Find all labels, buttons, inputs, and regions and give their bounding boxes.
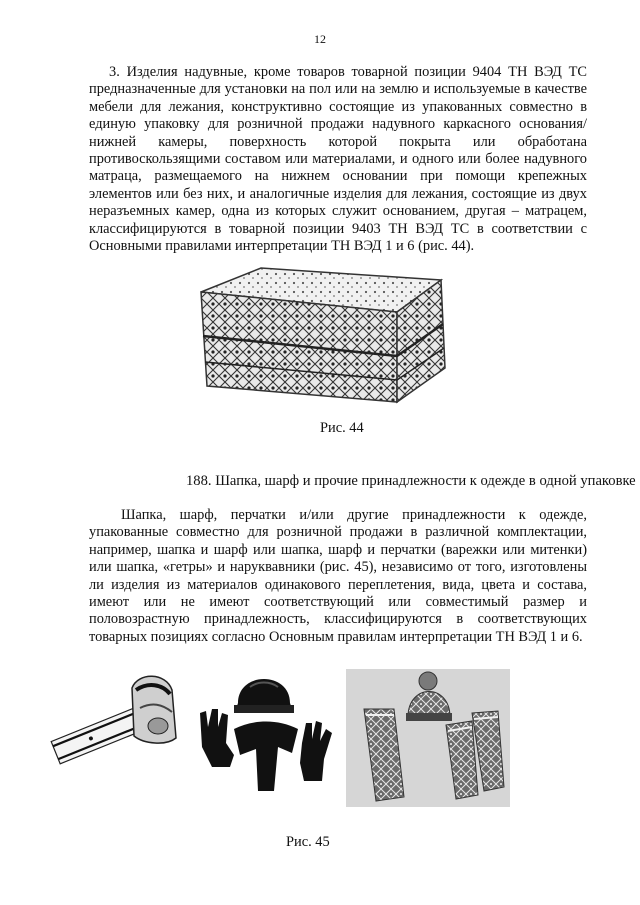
figure-45-caption: Рис. 45: [286, 834, 330, 850]
section-188-heading: 188. Шапка, шарф и прочие принадлежности к одежде в одной упаковке: [186, 473, 636, 489]
page-number: 12: [314, 32, 326, 46]
figure-44-caption: Рис. 44: [320, 420, 364, 436]
hat-scarf-gloves-image: [194, 663, 336, 791]
knitted-set-image: [346, 669, 510, 807]
section-3-paragraph: 3. Изделия надувные, кроме товаров товарной позиции 9404 ТН ВЭД ТС предназначенные для установки на пол или на землю и используемые в качестве мебели для лежания, конструктивно состоящие из упакованных совместно в единую упаковку для розничной продажи надувного каркасного основания/нижней камеры, поверхность которой покрыта или обработана противоскользящими составом или материалами, и одного или более надувного матраца, размещаемого на нижнем основании при помощи крепежных элементов или без них, и аналогичные изделия для лежания, состоящие из двух неразъемных камер, одна из которых служит основанием, другая – матрацем, классифицируются в товарной позиции 9403 ТН ВЭД ТС в соответствии с Основными правилами интерпретации ТН ВЭД 1 и 6 (рис. 44).: [89, 64, 587, 255]
scarf-and-hat-image: [48, 668, 180, 778]
section-188-paragraph: Шапка, шарф, перчатки и/или другие принадлежности к одежде, упакованные совместно для розничной продажи в различной комплектации, например, шапка и шарф или шапка, шарф и перчатки (варежки или митенки) или шапка, «гетры» и наруквавники (рис. 45), независимо от того, изготовлены ли изделия из материалов одинакового переплетения, вида, цвета и состава, имеют или не имеют соответствующий или совместимый размер и половозрастную принадлежность, классифицируются в соответствующих товарных позициях согласно Основным правилам интерпретации ТН ВЭД 1 и 6.: [89, 507, 587, 645]
inflatable-mattress-image: [183, 262, 453, 410]
